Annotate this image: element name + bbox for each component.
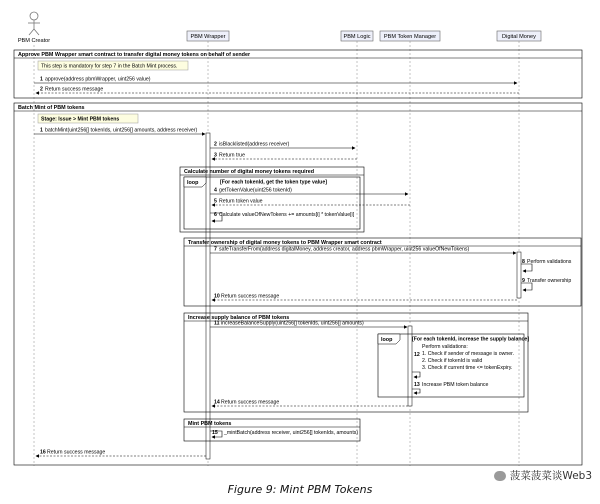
msg-b12-line-3: 2. Check if tokenId is valid (422, 358, 483, 364)
wechat-icon (494, 471, 506, 481)
participant-manager (380, 31, 440, 41)
loop-supply-title: [For each tokenId, increase the supply balance] (412, 336, 530, 343)
group-approve-note: This step is mandatory for step 7 in the Batch Mint process. (41, 63, 178, 70)
msg-b4-number: 4 (214, 187, 217, 194)
actor-pbm-creator (18, 12, 50, 44)
group-mint-title: Mint PBM tokens (188, 421, 232, 427)
loop-calc-title: [For each tokenId, get the token type value] (220, 179, 327, 186)
msg-b15-label: _mintBatch(address receiver, uint256[] tokenIds, amounts) (224, 430, 359, 436)
msg-b15-number: 15 (212, 430, 218, 436)
msg-b16-number: 16 (40, 449, 46, 456)
figure-caption: Figure 9: Mint PBM Tokens (227, 483, 373, 496)
msg-b10-number: 10 (214, 293, 220, 300)
watermark (494, 468, 592, 483)
group-approve (14, 50, 582, 98)
participant-label-wrapper: PBM Wrapper (190, 34, 226, 40)
participant-label-logic: PBM Logic (343, 34, 371, 40)
participant-label-creator: PBM Creator (17, 38, 51, 44)
msg-b12-line-4: 3. Check if current time <= tokenExpiry. (422, 365, 513, 371)
msg-1-label: approve(address pbmWrapper, uint256 value) (45, 76, 151, 83)
participant-money (497, 31, 541, 41)
participant-wrapper (187, 31, 229, 41)
participant-label-money: Digital Money (502, 34, 536, 40)
msg-1-number: 1 (40, 76, 43, 83)
msg-b12-line-1: Perform validations: (422, 344, 468, 350)
msg-b5-number: 5 (214, 198, 217, 205)
loop-supply-label: loop (381, 337, 393, 343)
group-batch-note: Stage: Issue > Mint PBM tokens (41, 116, 120, 123)
msg-b2-number: 2 (214, 141, 217, 148)
msg-b10-label: Return success message (221, 293, 280, 300)
msg-b8-number: 8 (522, 259, 525, 265)
stick-figure-icon (28, 12, 40, 35)
msg-b7-label: safeTransferFrom(address digitalMoney, address creator, address pbmWrapper, uint256 valueOfNewTokens) (219, 246, 470, 253)
participant-label-manager: PBM Token Manager (383, 34, 437, 40)
msg-b13-number: 13 (414, 382, 420, 388)
msg-b6-label: Calculate valueOfNewTokens += amounts[i] * tokenValue[i] (219, 212, 355, 218)
msg-2-label: Return success message (45, 86, 104, 93)
msg-b9-label: Transfer ownership (527, 278, 572, 284)
msg-b11-label: increaseBalanceSupply(uint256[] tokenIds, uint256[] amounts) (221, 320, 364, 327)
group-supply-title: Increase supply balance of PBM tokens (188, 315, 290, 321)
msg-b12-number: 12 (414, 352, 420, 358)
loop-calc-label: loop (187, 180, 199, 186)
group-batch-mint (14, 103, 582, 465)
group-calc-title: Calculate number of digital money tokens required (184, 169, 314, 175)
msg-b2-label: isBlacklisted(address receiver) (219, 141, 290, 148)
msg-b5-label: Return token value (219, 198, 263, 205)
msg-b1-number: 1 (40, 127, 43, 134)
msg-b9-number: 9 (522, 278, 525, 284)
msg-b4-label: getTokenValue(uint256 tokenId) (219, 187, 292, 194)
msg-b8-label: Perform validations (527, 259, 572, 265)
msg-b3-label: Return true (219, 152, 245, 159)
group-approve-title: Approve PBM Wrapper smart contract to transfer digital money tokens on behalf of sender (18, 52, 251, 58)
msg-b7-number: 7 (214, 246, 217, 253)
watermark-text: 菠菜菠菜谈Web3 (509, 470, 592, 482)
msg-2-number: 2 (40, 86, 43, 93)
msg-b6-number: 6 (214, 212, 217, 218)
msg-b14-number: 14 (214, 399, 220, 406)
group-batch-title: Batch Mint of PBM tokens (18, 105, 85, 111)
msg-b1-label: batchMint(uint256[] tokenIds, uint256[] amounts, address receiver) (45, 127, 198, 134)
msg-b3-number: 3 (214, 152, 217, 159)
participant-logic (341, 31, 373, 41)
msg-b13-label: Increase PBM token balance (422, 382, 489, 388)
msg-b16-label: Return success message (47, 449, 106, 456)
group-transfer-title: Transfer ownership of digital money tokens to PBM Wrapper smart contract (188, 240, 382, 246)
msg-b12-line-2: 1. Check if sender of message is owner. (422, 351, 514, 357)
msg-b14-label: Return success message (221, 399, 280, 406)
msg-b11-number: 11 (214, 320, 220, 327)
